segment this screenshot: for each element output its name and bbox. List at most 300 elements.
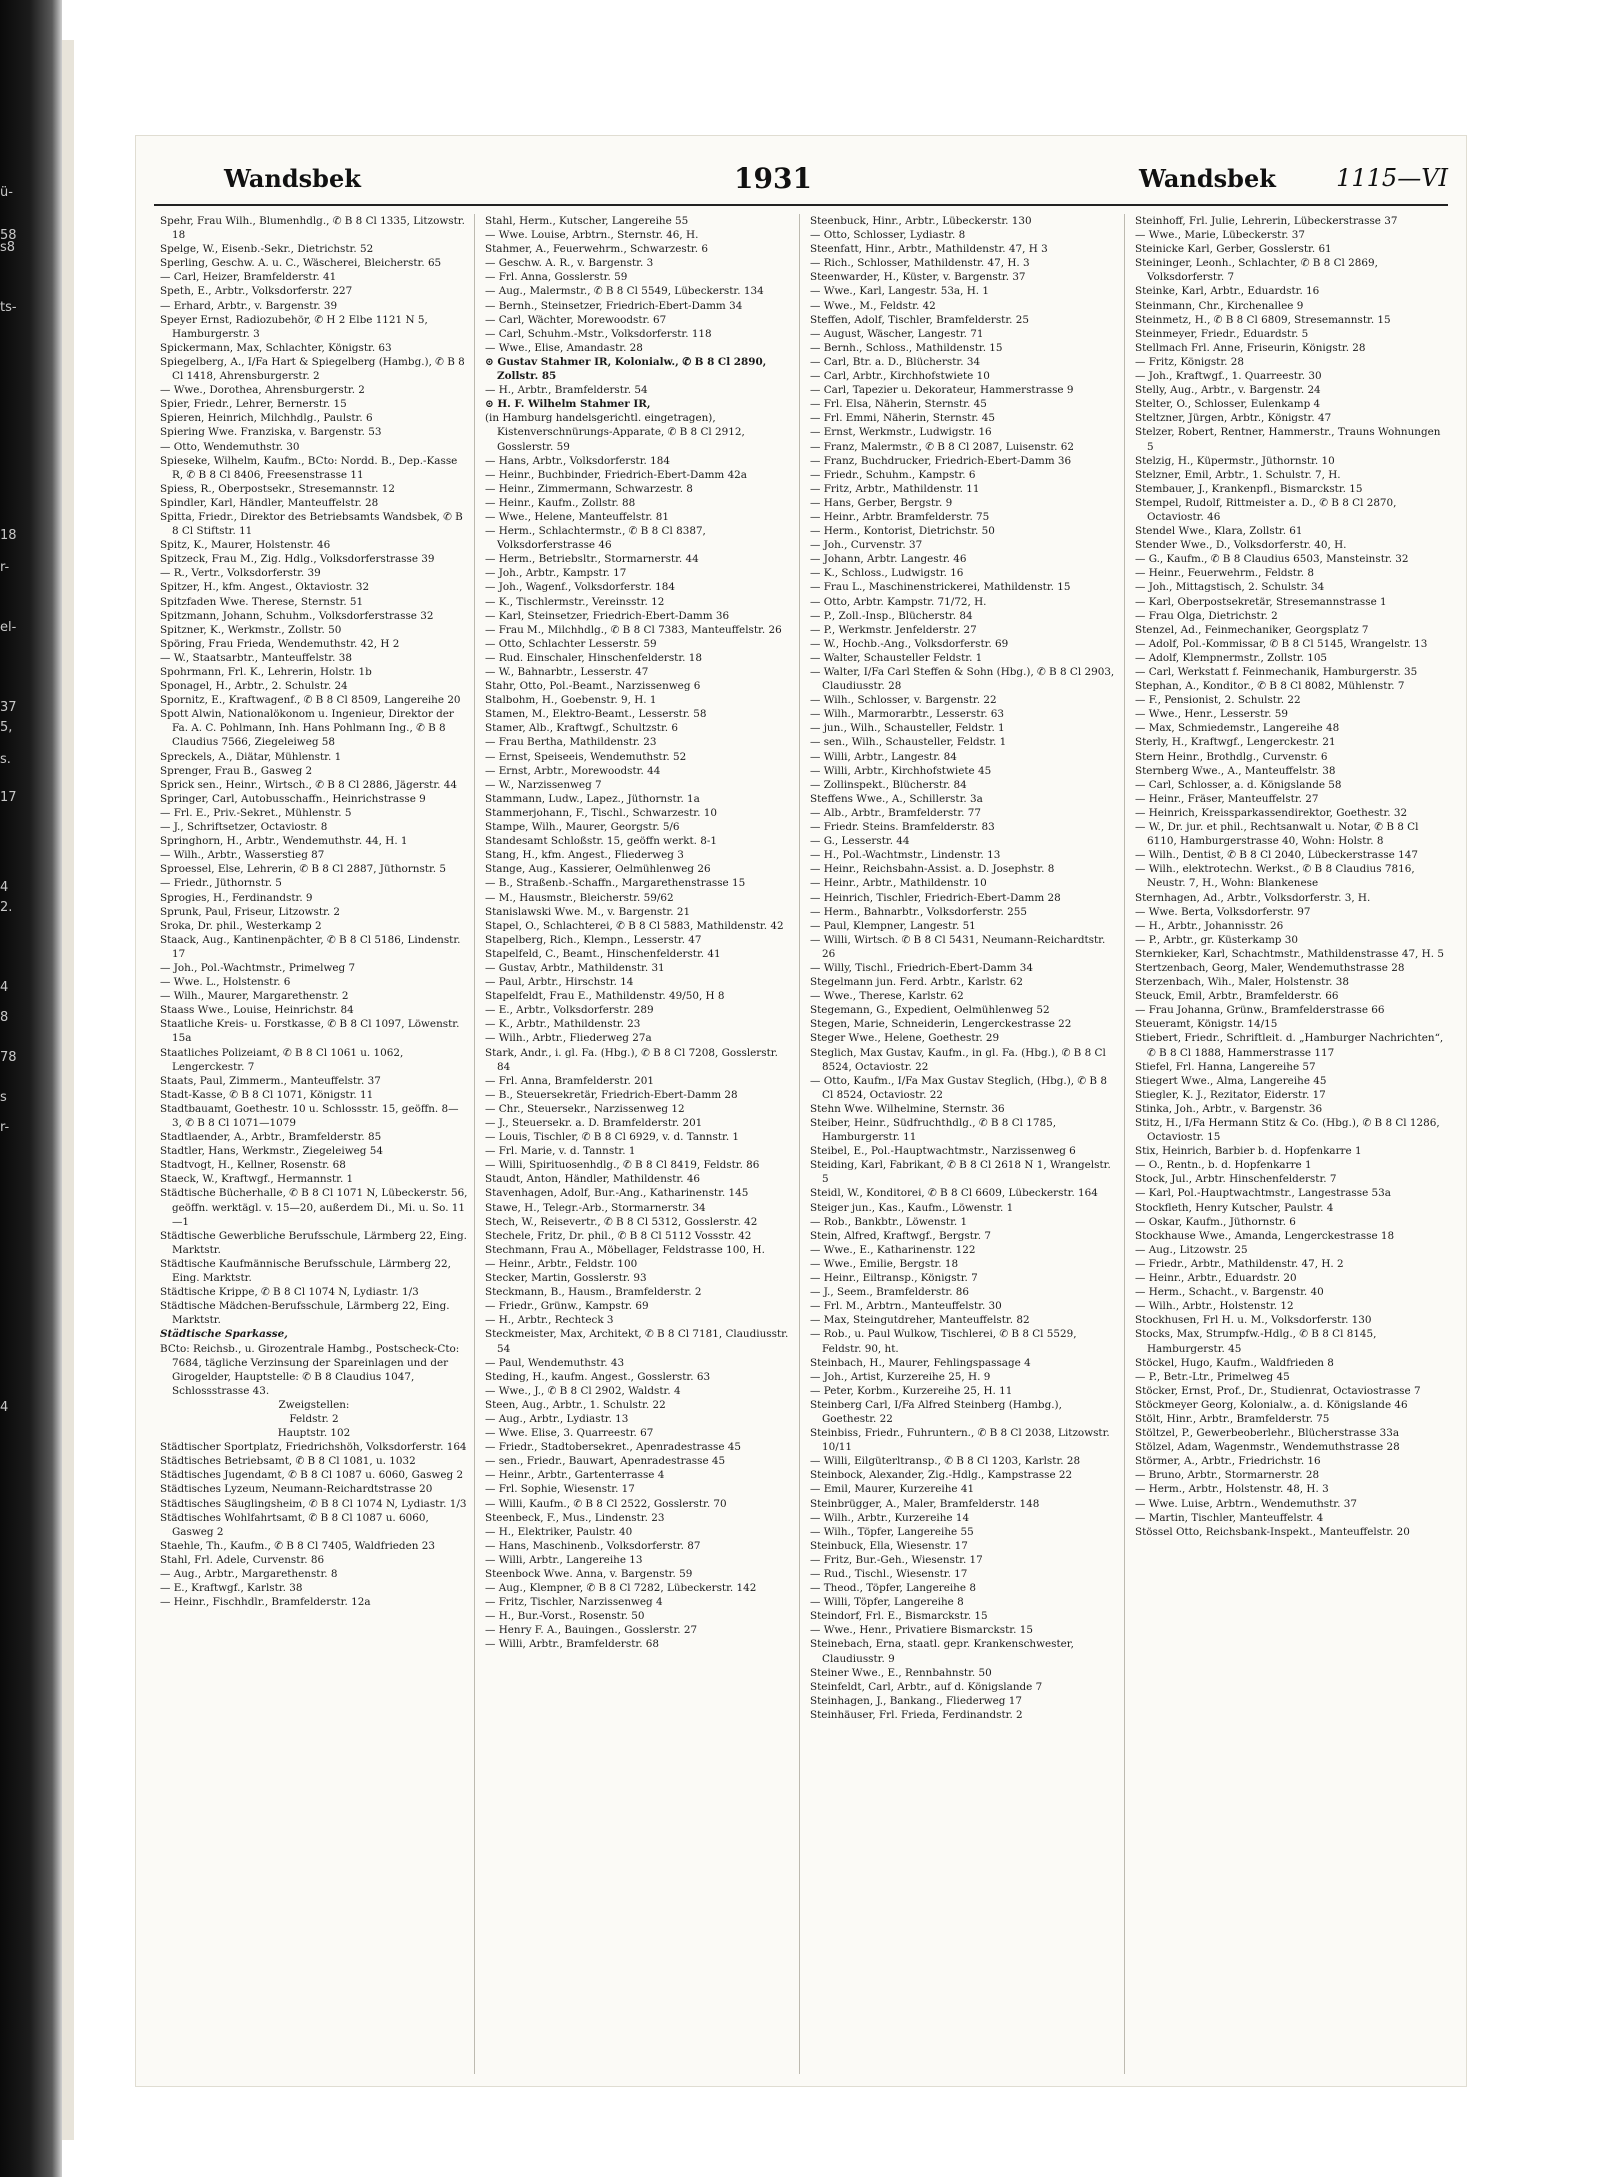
directory-entry: Steinmann, Chr., Kirchenallee 9: [1135, 299, 1304, 312]
directory-entry: Stamen, M., Elektro-Beamt., Lesserstr. 58: [485, 708, 707, 721]
directory-entry: Steenbuck, Hinr., Arbtr., Lübeckerstr. 130: [810, 215, 1032, 227]
directory-entry: — Heinr., Feuerwehrm., Feldstr. 8: [1135, 567, 1315, 580]
directory-entry: — Carl, Schuhm.-Mstr., Volksdorferstr. 118: [485, 327, 712, 340]
directory-entry: Steinhoff, Frl. Julie, Lehrerin, Lübeckerstrasse 37: [1135, 215, 1398, 227]
directory-entry: — Friedr. Steins. Bramfelderstr. 83: [810, 821, 995, 834]
directory-entry: Sprunk, Paul, Friseur, Litzowstr. 2: [160, 905, 341, 918]
directory-entry: Stix, Heinrich, Barbier b. d. Hopfenkarre 1: [1135, 1145, 1362, 1158]
directory-entry: — Karl, Oberpostsekretär, Stresemannstrasse 1: [1135, 595, 1387, 608]
directory-entry: — Heinr., Eiltransp., Königstr. 7: [810, 1272, 978, 1285]
directory-entry: — Ernst, Speiseeis, Wendemuthstr. 52: [485, 750, 687, 763]
directory-entry: — Wilh., Töpfer, Langereihe 55: [810, 1525, 974, 1538]
directory-entry: Städtische Gewerbliche Berufsschule, Lärmberg 22, Eing. Marktstr.: [160, 1229, 467, 1256]
margin-mark: r-: [0, 560, 10, 575]
directory-entry: — J., Seem., Bramfelderstr. 86: [810, 1286, 970, 1299]
directory-entry: — August, Wäscher, Langestr. 71: [810, 327, 984, 340]
directory-entry: Steinberg Carl, I/Fa Alfred Steinberg (Hambg.), Goethestr. 22: [810, 1398, 1062, 1425]
directory-entry: Stahmer, A., Feuerwehrm., Schwarzestr. 6: [485, 243, 708, 256]
directory-entry: Stammann, Ludw., Lapez., Jüthornstr. 1a: [485, 792, 700, 805]
directory-entry: Stech, W., Reisevertr., ✆ B 8 Cl 5312, Gosslerstr. 42: [485, 1215, 758, 1228]
margin-mark: 8: [0, 1010, 9, 1025]
directory-entry: — Willi, Arbtr., Kirchhofstwiete 45: [810, 764, 992, 777]
directory-entry: ⊙ H. F. Wilhelm Stahmer IR,: [485, 398, 651, 411]
directory-entry: Spiegelberg, A., I/Fa Hart & Spiegelberg (Hambg.), ✆ B 8 Cl 1418, Ahrensburgerstr. 2: [160, 355, 465, 383]
directory-entry: Spreckels, A., Diätar, Mühlenstr. 1: [160, 750, 342, 763]
directory-entry: Steltzner, Jürgen, Arbtr., Königstr. 47: [1135, 412, 1332, 425]
directory-entry: Stange, Aug., Kassierer, Oelmühlenweg 26: [485, 863, 711, 876]
directory-entry: — Frl. Sophie, Wiesenstr. 17: [485, 1483, 635, 1496]
directory-entry: Steenfatt, Hinr., Arbtr., Mathildenstr. 47, H 3: [810, 243, 1048, 256]
directory-entry: — Heinr., Fischhdlr., Bramfelderstr. 12a: [160, 1596, 371, 1609]
directory-entry: Stockhusen, Frl H. u. M., Volksdorferstr. 130: [1135, 1314, 1372, 1327]
directory-entry: Stamer, Alb., Kraftwgf., Schultzstr. 6: [485, 722, 679, 735]
directory-entry: — Henry F. A., Bauingen., Gosslerstr. 27: [485, 1624, 698, 1637]
directory-entry: — Karl, Pol.-Hauptwachtmstr., Langestrasse 53a: [1135, 1187, 1391, 1200]
directory-entry: Spott Alwin, Nationalökonom u. Ingenieur, Direktor der Fa. A. C. Pohlmann, Inh. Hans Pohlmann Ing., ✆ B 8 Claudius 7566, Ziegeleiweg 58: [160, 708, 454, 749]
directory-entry: — Carl, Heizer, Bramfelderstr. 41: [160, 271, 337, 284]
directory-entry: Springhorn, H., Arbtr., Wendemuthstr. 44, H. 1: [160, 835, 408, 848]
directory-entry: — Fritz, Königstr. 28: [1135, 355, 1245, 368]
directory-entry: Spieseke, Wilhelm, Kaufm., BCto: Nordd. B., Dep.-Kasse R, ✆ B 8 Cl 8406, Freesenstrasse 11: [160, 454, 458, 481]
directory-entry: Steinbach, H., Maurer, Fehlingspassage 4: [810, 1356, 1031, 1369]
adjacent-page-edge: [62, 40, 74, 2140]
directory-entry: Stephan, A., Konditor., ✆ B 8 Cl 8082, Mühlenstr. 7: [1135, 680, 1405, 693]
directory-entry: — Otto, Schlachter Lesserstr. 59: [485, 637, 657, 650]
directory-entry: — Martin, Tischler, Manteuffelstr. 4: [1135, 1511, 1324, 1524]
directory-entry: — Aug., Litzowstr. 25: [1135, 1243, 1248, 1256]
directory-entry: — Herm., Schacht., v. Bargenstr. 40: [1135, 1286, 1324, 1299]
directory-entry: Stadtler, Hans, Werkmstr., Ziegeleiweg 54: [160, 1145, 383, 1158]
directory-entry: Städtische Mädchen-Berufsschule, Lärmberg 22, Eing. Marktstr.: [160, 1300, 450, 1327]
directory-entry: — Wilh., Marmorarbtr., Lesserstr. 63: [810, 708, 1005, 721]
margin-mark: s.: [0, 752, 11, 767]
directory-entry: — Heinr., Arbtr., Mathildenstr. 10: [810, 877, 987, 890]
directory-entry: Sterly, H., Kraftwgf., Lengerckestr. 21: [1135, 736, 1336, 749]
directory-entry: Städtisches Lyzeum, Neumann-Reichardtstrasse 20: [160, 1483, 433, 1496]
directory-entry: Stecker, Martin, Gosslerstr. 93: [485, 1272, 647, 1285]
directory-entry: Steinicke Karl, Gerber, Gosslerstr. 61: [1135, 243, 1332, 256]
directory-entry: — Carl, Werkstatt f. Feinmechanik, Hamburgerstr. 35: [1135, 666, 1418, 678]
directory-entry: Steuck, Emil, Arbtr., Bramfelderstr. 66: [1135, 990, 1339, 1003]
directory-entry: Stahl, Herm., Kutscher, Langereihe 55: [485, 215, 689, 227]
directory-entry: Staats, Paul, Zimmerm., Manteuffelstr. 37: [160, 1074, 381, 1087]
directory-entry: — Otto, Wendemuthstr. 30: [160, 440, 300, 453]
directory-entry: Steglich, Max Gustav, Kaufm., in gl. Fa. (Hbg.), ✆ B 8 Cl 8524, Octaviostr. 22: [810, 1046, 1106, 1073]
directory-entry: Spieren, Heinrich, Milchhdlg., Paulstr. 6: [160, 412, 373, 425]
directory-entry: — Paul, Wendemuthstr. 43: [485, 1356, 625, 1369]
directory-entry: — Wwe. Louise, Arbtrn., Sternstr. 46, H.: [485, 229, 699, 242]
directory-entry: — Wilh., Arbtr., Holstenstr. 12: [1135, 1300, 1294, 1313]
directory-entry: Steinmetz, H., ✆ B 8 Cl 6809, Stresemannstr. 15: [1135, 313, 1391, 326]
directory-entry: — Walter, Schausteller Feldstr. 1: [810, 651, 983, 664]
directory-entry: — Aug., Klempner, ✆ B 8 Cl 7282, Lübeckerstr. 142: [485, 1582, 757, 1595]
directory-entry: — Otto, Arbtr. Kampstr. 71/72, H.: [810, 595, 987, 608]
directory-entry: — H., Arbtr., Johannisstr. 26: [1135, 919, 1284, 932]
directory-entry: Spitzeck, Frau M., Zig. Hdlg., Volksdorferstrasse 39: [160, 553, 435, 566]
margin-mark: 4: [0, 1400, 9, 1415]
directory-entry: — Herm., Arbtr., Holstenstr. 48, H. 3: [1135, 1483, 1329, 1496]
directory-entry: Sternberg Wwe., A., Manteuffelstr. 38: [1135, 764, 1336, 777]
directory-entry: — Karl, Steinsetzer, Friedrich-Ebert-Damm 36: [485, 609, 730, 622]
directory-entry: Stendel Wwe., Klara, Zollstr. 61: [1135, 525, 1303, 538]
directory-entry: — Geschw. A. R., v. Bargenstr. 3: [485, 257, 654, 270]
directory-entry: — Heinr., Arbtr., Eduardstr. 20: [1135, 1272, 1297, 1285]
directory-entry: — Fritz, Arbtr., Mathildenstr. 11: [810, 482, 980, 495]
directory-entry: — P., Zoll.-Insp., Blücherstr. 84: [810, 609, 973, 622]
directory-entry: — P., Betr.-Ltr., Primelweg 45: [1135, 1370, 1290, 1383]
directory-entry: Steckmeister, Max, Architekt, ✆ B 8 Cl 7181, Claudiusstr. 54: [485, 1328, 789, 1355]
directory-entry: Steindorf, Frl. E., Bismarckstr. 15: [810, 1610, 988, 1623]
directory-entry: — Adolf, Pol.-Kommissar, ✆ B 8 Cl 5145, Wrangelstr. 13: [1135, 637, 1428, 650]
directory-entry: Stembauer, J., Krankenpfl., Bismarckstr. 15: [1135, 482, 1363, 495]
directory-entry: — Joh., Curvenstr. 37: [810, 539, 923, 552]
directory-entry: — W., Hochb.-Ang., Volksdorferstr. 69: [810, 637, 1009, 650]
directory-entry: — Wwe., Marie, Lübeckerstr. 37: [1135, 229, 1305, 242]
directory-entry: Steinbiss, Friedr., Fuhruntern., ✆ B 8 Cl 2038, Litzowstr. 10/11: [810, 1427, 1110, 1454]
directory-entry: Zweigstellen:: [278, 1398, 350, 1411]
directory-entry: Stellmach Frl. Anne, Friseurin, Königstr. 28: [1135, 341, 1366, 354]
directory-entry: Stocks, Max, Strumpfw.-Hdlg., ✆ B 8 Cl 8145, Hamburgerstr. 45: [1135, 1328, 1377, 1355]
directory-entry: — Frl. Anna, Gosslerstr. 59: [485, 271, 628, 284]
directory-entry: — Willi, Arbtr., Bramfelderstr. 68: [485, 1638, 660, 1651]
directory-entry: — Friedr., Schuhm., Kampstr. 6: [810, 468, 976, 481]
directory-entry: — O., Rentn., b. d. Hopfenkarre 1: [1135, 1159, 1312, 1172]
directory-entry: — K., Tischlermstr., Vereinsstr. 12: [485, 595, 665, 608]
directory-entry: — Frl. Anna, Bramfelderstr. 201: [485, 1074, 654, 1087]
directory-entry: — Wwe., Henr., Lesserstr. 59: [1135, 708, 1288, 721]
directory-entry: Stadt-Kasse, ✆ B 8 Cl 1071, Königstr. 11: [160, 1088, 374, 1101]
directory-entry: — Wwe. Luise, Arbtrn., Wendemuthstr. 37: [1135, 1497, 1357, 1510]
directory-entry: — Aug., Arbtr., Lydiastr. 13: [485, 1412, 629, 1425]
header-city-right: Wandsbek: [1139, 164, 1276, 193]
directory-entry: Stahr, Otto, Pol.-Beamt., Narzissenweg 6: [485, 680, 701, 693]
directory-entry: — Heinr., Zimmermann, Schwarzestr. 8: [485, 482, 693, 495]
directory-entry: Stiefel, Frl. Hanna, Langereihe 57: [1135, 1060, 1316, 1073]
directory-entry: Stössel Otto, Reichsbank-Inspekt., Manteuffelstr. 20: [1135, 1525, 1410, 1538]
directory-entry: — Ernst, Werkmstr., Ludwigstr. 16: [810, 426, 992, 439]
directory-entry: Stelzig, H., Küpermstr., Jüthornstr. 10: [1135, 454, 1335, 467]
directory-entry: — Frl. E., Priv.-Sekret., Mühlenstr. 5: [160, 806, 352, 819]
directory-entry: — Wilh., Arbtr., Fliederweg 27a: [485, 1032, 652, 1045]
margin-mark: 2.: [0, 900, 13, 915]
directory-entry: Spehr, Frau Wilh., Blumenhdlg., ✆ B 8 Cl 1335, Litzowstr. 18: [160, 215, 465, 242]
directory-entry: — Heinr., Arbtr., Feldstr. 100: [485, 1257, 638, 1270]
directory-entry: Stenzel, Ad., Feinmechaniker, Georgsplatz 7: [1135, 623, 1369, 636]
directory-entry: Stechele, Fritz, Dr. phil., ✆ B 8 Cl 5112 Vossstr. 42: [485, 1229, 752, 1242]
directory-entry: Steinfeldt, Carl, Arbtr., auf d. Königslande 7: [810, 1680, 1043, 1693]
directory-entry: — Bernh., Schloss., Mathildenstr. 15: [810, 341, 1003, 354]
directory-entry: Sperling, Geschw. A. u. C., Wäscherei, Bleicherstr. 65: [160, 257, 442, 270]
directory-entry: — Paul, Klempner, Langestr. 51: [810, 919, 976, 932]
directory-entry: — G., Kaufm., ✆ B 8 Claudius 6503, Mansteinstr. 32: [1135, 553, 1409, 566]
directory-entry: Steininger, Leonh., Schlachter, ✆ B 8 Cl 2869, Volksdorferstr. 7: [1135, 257, 1378, 284]
margin-mark: 5,: [0, 720, 13, 735]
directory-entry: Stegen, Marie, Schneiderin, Lengerckestrasse 22: [810, 1018, 1072, 1031]
directory-entry: Sternhagen, Ad., Arbtr., Volksdorferstr. 3, H.: [1135, 891, 1371, 904]
directory-entry: ⊙ Gustav Stahmer IR, Kolonialw., ✆ B 8 Cl 2890, Zollstr. 85: [485, 355, 767, 383]
directory-entry: Stang, H., kfm. Angest., Fliederweg 3: [485, 849, 684, 862]
directory-entry: Spickermann, Max, Schlachter, Königstr. 63: [160, 341, 392, 354]
directory-entry: Stadtlaender, A., Arbtr., Bramfelderstr. 85: [160, 1131, 382, 1144]
directory-entry: — Wwe., M., Feldstr. 42: [810, 299, 936, 312]
directory-entry: — Gustav, Arbtr., Mathildenstr. 31: [485, 961, 665, 974]
directory-entry: Stadtbauamt, Goethestr. 10 u. Schlossstr. 15, geöffn. 8—3, ✆ B 8 Cl 1071—1079: [160, 1102, 459, 1129]
directory-entry: — Herm., Bahnarbtr., Volksdorferstr. 255: [810, 905, 1027, 918]
directory-entry: Städtische Sparkasse,: [160, 1328, 288, 1341]
directory-entry: — Heinrich, Kreissparkassendirektor, Goethestr. 32: [1135, 806, 1408, 819]
directory-entry: — Wilh., Maurer, Margarethenstr. 2: [160, 990, 349, 1003]
directory-entry: — Aug., Arbtr., Margarethenstr. 8: [160, 1568, 338, 1580]
directory-entry: Standesamt Schloßstr. 15, geöffn werkt. 8-1: [485, 835, 718, 848]
directory-entry: — Adolf, Klempnermstr., Zollstr. 105: [1135, 651, 1328, 664]
directory-entry: Stölzel, Adam, Wagenmstr., Wendemuthstrasse 28: [1135, 1441, 1400, 1454]
directory-entry: Stapelberg, Rich., Klempn., Lesserstr. 47: [485, 933, 702, 946]
adjacent-page-margin-marks: [0, 0, 17, 2177]
directory-column-4: [1135, 214, 1450, 2074]
directory-entry: — Heinrich, Tischler, Friedrich-Ebert-Damm 28: [810, 891, 1061, 904]
directory-entry: — F., Pensionist, 2. Schulstr. 22: [1135, 694, 1301, 707]
directory-entry: Stanislawski Wwe. M., v. Bargenstr. 21: [485, 905, 691, 918]
directory-entry: Stöcker, Ernst, Prof., Dr., Studienrat, Octaviostrasse 7: [1135, 1384, 1421, 1397]
directory-columns: [160, 214, 1450, 2074]
directory-entry: Städtische Kaufmännische Berufsschule, Lärmberg 22, Eing. Marktstr.: [160, 1257, 451, 1285]
directory-entry: — Herm., Kontorist, Dietrichstr. 50: [810, 525, 995, 538]
directory-entry: Sprick sen., Heinr., Wirtsch., ✆ B 8 Cl 2886, Jägerstr. 44: [160, 778, 458, 791]
directory-entry: Staatliche Kreis- u. Forstkasse, ✆ B 8 Cl 1097, Löwenstr. 15a: [160, 1018, 460, 1045]
directory-column-2: [485, 214, 800, 2074]
directory-entry: — Heinr., Arbtr., Gartenterrasse 4: [485, 1469, 665, 1482]
margin-mark: 18: [0, 528, 17, 543]
directory-entry: Steen, Aug., Arbtr., 1. Schulstr. 22: [485, 1398, 666, 1411]
directory-entry: Stinka, Joh., Arbtr., v. Bargenstr. 36: [1135, 1102, 1323, 1115]
directory-entry: — H., Bur.-Vorst., Rosenstr. 50: [485, 1610, 645, 1623]
directory-entry: Städtische Bücherhalle, ✆ B 8 Cl 1071 N, Lübeckerstr. 56, geöffn. werktägl. v. 15—20, außerdem Di., Mi. u. So. 11—1: [160, 1187, 468, 1228]
directory-entry: Stöckmeyer Georg, Kolonialw., a. d. Königslande 46: [1135, 1398, 1408, 1411]
directory-entry: — Wwe., E., Katharinenstr. 122: [810, 1243, 976, 1256]
directory-entry: Stelter, O., Schlosser, Eulenkamp 4: [1135, 398, 1321, 411]
directory-entry: — Frl. Emmi, Näherin, Sternstr. 45: [810, 412, 995, 425]
directory-entry: Spiess, R., Oberpostsekr., Stresemannstr. 12: [160, 482, 395, 495]
directory-entry: Steffens Wwe., A., Schillerstr. 3a: [810, 792, 983, 805]
directory-entry: Städtisches Säuglingsheim, ✆ B 8 Cl 1074 N, Lydiastr. 1/3: [160, 1497, 467, 1510]
directory-entry: — Max, Schmiedemstr., Langereihe 48: [1135, 722, 1340, 735]
directory-entry: — Herm., Betriebsltr., Stormarnerstr. 44: [485, 553, 699, 566]
directory-entry: Stöltzel, P., Gewerbeoberlehr., Blücherstrasse 33a: [1135, 1427, 1400, 1440]
margin-mark: 17: [0, 790, 17, 805]
directory-entry: — Carl, Wächter, Morewoodstr. 67: [485, 313, 667, 326]
directory-entry: Steffen, Adolf, Tischler, Bramfelderstr. 25: [810, 313, 1029, 326]
directory-entry: Stöckel, Hugo, Kaufm., Waldfrieden 8: [1135, 1356, 1334, 1369]
directory-entry: Stapel, O., Schlachterei, ✆ B 8 Cl 5883, Mathildenstr. 42: [485, 919, 784, 932]
directory-entry: — Rich., Schlosser, Mathildenstr. 47, H. 3: [810, 257, 1030, 270]
directory-entry: — Rud. Einschaler, Hinschenfelderstr. 18: [485, 651, 703, 664]
directory-entry: Staeck, W., Kraftwgf., Hermannstr. 1: [160, 1173, 354, 1186]
directory-entry: — Fritz, Tischler, Narzissenweg 4: [485, 1596, 663, 1609]
directory-entry: — Wilh., Arbtr., Wasserstieg 87: [160, 849, 325, 862]
directory-entry: — Frau M., Milchhdlg., ✆ B 8 Cl 7383, Manteuffelstr. 26: [485, 623, 782, 636]
margin-mark: s: [0, 1090, 7, 1105]
directory-entry: — jun., Wilh., Schausteller, Feldstr. 1: [810, 722, 1005, 735]
directory-entry: — Joh., Kraftwgf., 1. Quarreestr. 30: [1135, 370, 1322, 383]
directory-entry: Steiber, Heinr., Südfruchthdlg., ✆ B 8 Cl 1785, Hamburgerstr. 11: [810, 1117, 1057, 1144]
directory-entry: Steiner Wwe., E., Rennbahnstr. 50: [810, 1666, 992, 1679]
directory-entry: — Chr., Steuersekr., Narzissenweg 12: [485, 1102, 685, 1115]
directory-entry: — Frau Bertha, Mathildenstr. 23: [485, 736, 657, 749]
directory-entry: — Wwe., J., ✆ B 8 Cl 2902, Waldstr. 4: [485, 1384, 681, 1397]
directory-entry: — W., Bahnarbtr., Lesserstr. 47: [485, 666, 649, 678]
directory-entry: — Frau Johanna, Grünw., Bramfelderstrasse 66: [1135, 1004, 1385, 1017]
directory-entry: Stockfleth, Henry Kutscher, Paulstr. 4: [1135, 1201, 1334, 1214]
directory-entry: — Wwe., Therese, Karlstr. 62: [810, 990, 964, 1003]
directory-entry: Stertzenbach, Georg, Maler, Wendemuthstrasse 28: [1135, 961, 1405, 974]
directory-page: [136, 136, 1466, 2086]
directory-entry: Stein, Alfred, Kraftwgf., Bergstr. 7: [810, 1229, 991, 1242]
directory-entry: — Herm., Schlachtermstr., ✆ B 8 Cl 8387, Volksdorferstrasse 46: [485, 525, 706, 552]
directory-entry: — Heinr., Kaufm., Zollstr. 88: [485, 496, 636, 509]
directory-entry: Steenwarder, H., Küster, v. Bargenstr. 37: [810, 271, 1026, 284]
directory-entry: — Willi, Spirituosenhdlg., ✆ B 8 Cl 8419, Feldstr. 86: [485, 1159, 760, 1172]
directory-entry: Steinbock, Alexander, Zig.-Hdlg., Kampstrasse 22: [810, 1469, 1073, 1482]
directory-entry: — Friedr., Grünw., Kampstr. 69: [485, 1300, 649, 1313]
directory-entry: Spornitz, E., Kraftwagenf., ✆ B 8 Cl 8509, Langereihe 20: [160, 694, 461, 707]
directory-entry: Stechmann, Frau A., Möbellager, Feldstrasse 100, H.: [485, 1243, 765, 1256]
directory-entry: — Joh., Arbtr., Kampstr. 17: [485, 567, 627, 580]
directory-entry: — M., Hausmstr., Bleicherstr. 59/62: [485, 891, 674, 904]
directory-entry: — B., Steuersekretär, Friedrich-Ebert-Damm 28: [485, 1088, 738, 1101]
directory-entry: — E., Kraftwgf., Karlstr. 38: [160, 1582, 303, 1595]
directory-entry: Spöring, Frau Frieda, Wendemuthstr. 42, H 2: [160, 637, 400, 650]
directory-entry: Stavenhagen, Adolf, Bur.-Ang., Katharinenstr. 145: [485, 1187, 749, 1200]
directory-entry: — Friedr., Jüthornstr. 5: [160, 877, 282, 890]
directory-entry: — Joh., Mittagstisch, 2. Schulstr. 34: [1135, 581, 1325, 594]
header-year: 1931: [734, 162, 812, 195]
directory-entry: Sproessel, Else, Lehrerin, ✆ B 8 Cl 2887, Jüthornstr. 5: [160, 863, 447, 876]
directory-entry: — Willi, Kaufm., ✆ B 8 Cl 2522, Gosslerstr. 70: [485, 1497, 727, 1510]
directory-entry: — G., Lesserstr. 44: [810, 835, 910, 848]
directory-entry: — J., Steuersekr. a. D. Bramfelderstr. 201: [485, 1117, 703, 1129]
directory-entry: — Bernh., Steinsetzer, Friedrich-Ebert-Damm 34: [485, 299, 743, 312]
directory-entry: — Franz, Buchdrucker, Friedrich-Ebert-Damm 36: [810, 454, 1072, 467]
directory-entry: — Rob., u. Paul Wulkow, Tischlerei, ✆ B 8 Cl 5529, Feldstr. 90, ht.: [810, 1328, 1077, 1355]
directory-entry: — H., Arbtr., Rechteck 3: [485, 1314, 614, 1327]
directory-entry: — Paul, Arbtr., Hirschstr. 14: [485, 976, 634, 989]
header-page-number: 1115—VI: [1336, 164, 1448, 192]
directory-entry: Steibel, E., Pol.-Hauptwachtmstr., Narzissenweg 6: [810, 1145, 1076, 1158]
directory-entry: — Willi, Eilgüterltransp., ✆ B 8 Cl 1203, Karlstr. 28: [810, 1455, 1081, 1468]
directory-entry: — Willi, Arbtr., Langereihe 13: [485, 1553, 643, 1566]
margin-mark: 58: [0, 228, 17, 243]
directory-entry: Sroka, Dr. phil., Westerkamp 2: [160, 919, 322, 932]
directory-entry: Städtisches Wohlfahrtsamt, ✆ B 8 Cl 1087 u. 6060, Gasweg 2: [160, 1511, 429, 1538]
directory-entry: Spelge, W., Eisenb.-Sekr., Dietrichstr. 52: [160, 243, 374, 256]
directory-entry: — Aug., Malermstr., ✆ B 8 Cl 5549, Lübeckerstr. 134: [485, 285, 764, 298]
margin-mark: el-: [0, 620, 17, 635]
directory-column-1: [160, 214, 475, 2074]
directory-entry: Speyer Ernst, Radiozubehör, ✆ H 2 Elbe 1121 N 5, Hamburgerstr. 3: [160, 313, 428, 340]
directory-entry: — Friedr., Arbtr., Mathildenstr. 47, H. 2: [1135, 1257, 1344, 1270]
directory-entry: Steding, H., kaufm. Angest., Gosslerstr. 63: [485, 1370, 711, 1383]
directory-entry: Steidl, W., Konditorei, ✆ B 8 Cl 6609, Lübeckerstr. 164: [810, 1187, 1098, 1200]
directory-entry: Stampe, Wilh., Maurer, Georgstr. 5/6: [485, 821, 680, 834]
directory-entry: Staudt, Anton, Händler, Mathildenstr. 46: [485, 1173, 701, 1186]
directory-entry: Stern Heinr., Brothdlg., Curvenstr. 6: [1135, 750, 1328, 763]
directory-entry: — W., Staatsarbtr., Manteuffelstr. 38: [160, 651, 352, 664]
directory-entry: — R., Vertr., Volksdorferstr. 39: [160, 567, 321, 580]
directory-entry: Staass Wwe., Louise, Heinrichstr. 84: [160, 1004, 354, 1017]
header-city-left: Wandsbek: [224, 164, 361, 193]
directory-entry: Stegelmann jun. Ferd. Arbtr., Karlstr. 62: [810, 976, 1023, 989]
directory-entry: — Peter, Korbm., Kurzereihe 25, H. 11: [810, 1384, 1013, 1397]
directory-entry: — Heinr., Reichsbahn-Assist. a. D. Josephstr. 8: [810, 863, 1055, 876]
directory-entry: Sprogies, H., Ferdinandstr. 9: [160, 891, 313, 904]
directory-entry: — Wilh., Arbtr., Kurzereihe 14: [810, 1511, 970, 1524]
directory-entry: — K., Schloss., Ludwigstr. 16: [810, 567, 964, 580]
directory-entry: Spindler, Karl, Händler, Manteuffelstr. 28: [160, 496, 379, 509]
directory-entry: Störmer, A., Arbtr., Friedrichstr. 16: [1135, 1455, 1321, 1468]
directory-entry: Staatliches Polizeiamt, ✆ B 8 Cl 1061 u. 1062, Lengerckestr. 7: [160, 1046, 404, 1073]
directory-entry: — Wwe., Karl, Langestr. 53a, H. 1: [810, 285, 990, 298]
directory-entry: Stelzner, Emil, Arbtr., 1. Schulstr. 7, H.: [1135, 468, 1341, 481]
directory-entry: Spiering Wwe. Franziska, v. Bargenstr. 53: [160, 426, 382, 439]
directory-entry: Stadtvogt, H., Kellner, Rosenstr. 68: [160, 1159, 346, 1172]
directory-entry: Stempel, Rudolf, Rittmeister a. D., ✆ B 8 Cl 2870, Octaviostr. 46: [1135, 496, 1397, 523]
directory-entry: Steckmann, B., Hausm., Bramfelderstr. 2: [485, 1286, 702, 1299]
directory-entry: — P., Werkmstr. Jenfelderstr. 27: [810, 623, 977, 636]
directory-entry: — W., Narzissenweg 7: [485, 778, 602, 791]
directory-entry: Steinmeyer, Friedr., Eduardstr. 5: [1135, 327, 1309, 340]
directory-entry: — Franz, Malermstr., ✆ B 8 Cl 2087, Luisenstr. 62: [810, 440, 1074, 453]
directory-entry: Sternkieker, Karl, Schachtmstr., Mathildenstrasse 47, H. 5: [1135, 947, 1444, 960]
directory-entry: — Wwe., Emilie, Bergstr. 18: [810, 1257, 959, 1270]
directory-entry: — Emil, Maurer, Kurzereihe 41: [810, 1483, 975, 1496]
directory-entry: Stahl, Frl. Adele, Curvenstr. 86: [160, 1553, 325, 1566]
directory-entry: Stammerjohann, F., Tischl., Schwarzestr. 10: [485, 806, 717, 819]
directory-entry: Städtische Krippe, ✆ B 8 Cl 1074 N, Lydiastr. 1/3: [160, 1286, 419, 1299]
directory-entry: — E., Arbtr., Volksdorferstr. 289: [485, 1004, 654, 1017]
directory-entry: — Max, Steingutdreher, Manteuffelstr. 82: [810, 1314, 1030, 1327]
margin-mark: 4: [0, 980, 9, 995]
directory-entry: — Ernst, Arbtr., Morewoodstr. 44: [485, 764, 661, 777]
directory-entry: — Wwe., Henr., Privatiere Bismarckstr. 15: [810, 1624, 1033, 1637]
directory-entry: — sen., Friedr., Bauwart, Apenradestrasse 45: [485, 1455, 726, 1468]
directory-entry: Stapelfeld, C., Beamt., Hinschenfelderstr. 41: [485, 947, 721, 960]
directory-entry: — Wilh., Dentist, ✆ B 8 Cl 2040, Lübeckerstrasse 147: [1135, 849, 1418, 862]
directory-entry: — Wwe. L., Holstenstr. 6: [160, 976, 291, 989]
directory-entry: Stock, Jul., Arbtr. Hinschenfelderstr. 7: [1135, 1173, 1337, 1186]
directory-entry: — Erhard, Arbtr., v. Bargenstr. 39: [160, 299, 338, 312]
directory-entry: — Willi, Arbtr., Langestr. 84: [810, 750, 957, 763]
directory-entry: Stelzer, Robert, Rentner, Hammerstr., Trauns Wohnungen 5: [1135, 426, 1441, 453]
directory-entry: — H., Arbtr., Bramfelderstr. 54: [485, 384, 648, 397]
directory-entry: — Carl, Schlosser, a. d. Königslande 58: [1135, 778, 1342, 791]
directory-entry: Staehle, Th., Kaufm., ✆ B 8 Cl 7405, Waldfrieden 23: [160, 1539, 435, 1552]
directory-entry: — Willi, Töpfer, Langereihe 8: [810, 1596, 964, 1609]
directory-entry: — Oskar, Kaufm., Jüthornstr. 6: [1135, 1215, 1296, 1228]
directory-entry: — Rud., Tischl., Wiesenstr. 17: [810, 1568, 968, 1580]
directory-entry: Städtisches Jugendamt, ✆ B 8 Cl 1087 u. 6060, Gasweg 2: [160, 1469, 464, 1482]
directory-entry: — Wwe., Elise, Amandastr. 28: [485, 341, 643, 354]
margin-mark: 37: [0, 700, 17, 715]
directory-entry: Stitz, H., I/Fa Hermann Stitz & Co. (Hbg.), ✆ B 8 Cl 1286, Octaviostr. 15: [1135, 1117, 1440, 1144]
directory-entry: Stalbohm, H., Goebenstr. 9, H. 1: [485, 694, 657, 707]
directory-entry: — Otto, Schlosser, Lydiastr. 8: [810, 229, 966, 242]
directory-entry: — Willy, Tischl., Friedrich-Ebert-Damm 34: [810, 961, 1033, 974]
directory-entry: — H., Pol.-Wachtmstr., Lindenstr. 13: [810, 849, 1001, 862]
directory-entry: — Heinr., Arbtr. Bramfelderstr. 75: [810, 510, 990, 523]
directory-entry: — P., Arbtr., gr. Küsterkamp 30: [1135, 933, 1298, 946]
directory-entry: — Frl. Marie, v. d. Tannstr. 1: [485, 1145, 636, 1158]
directory-entry: Spitzfaden Wwe. Therese, Sternstr. 51: [160, 595, 364, 608]
